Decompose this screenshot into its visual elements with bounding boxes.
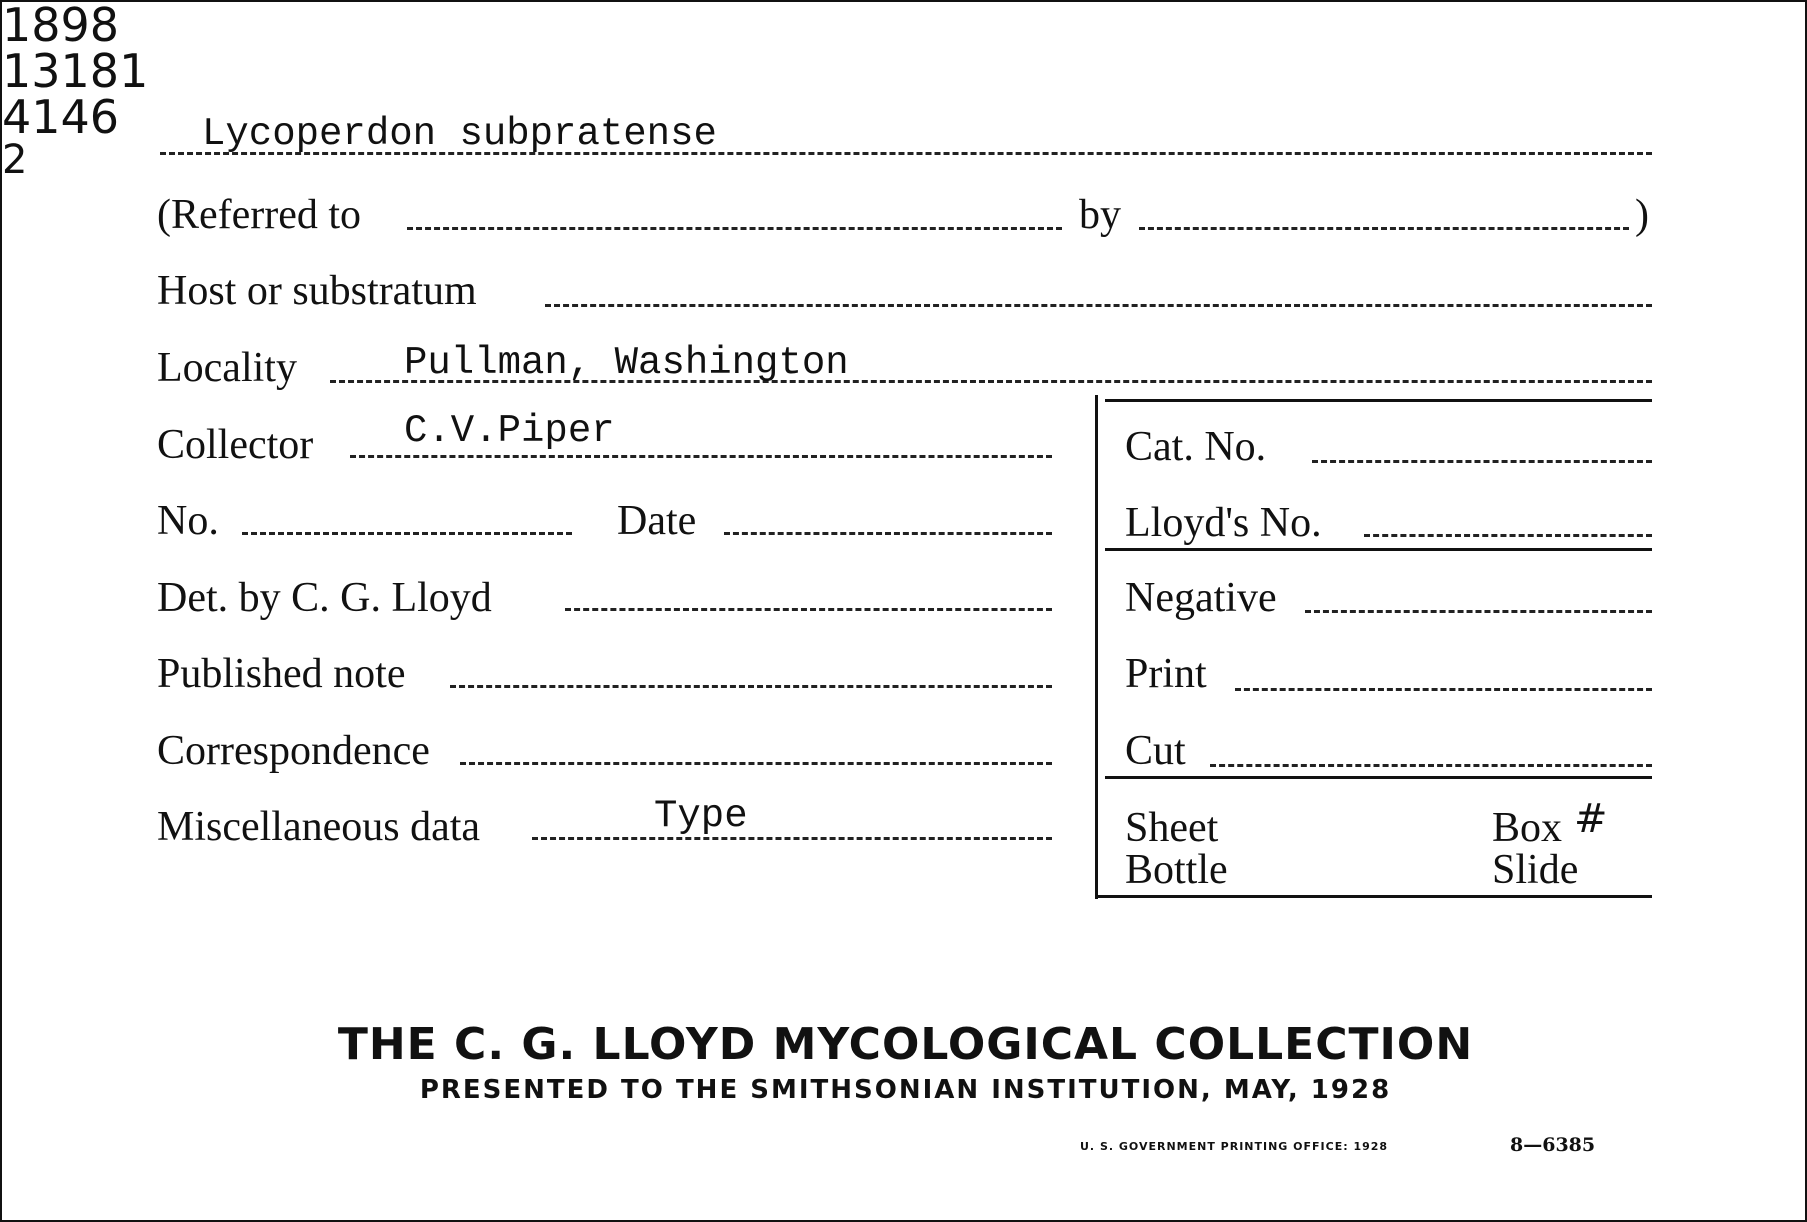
slide-label: Slide [1492,847,1579,893]
negative-line [1305,610,1652,613]
bottle-label: Bottle [1125,847,1228,893]
box-middle-rule-2 [1105,776,1652,779]
cat-no-label: Cat. No. [1125,424,1267,470]
misc-line [532,837,1052,840]
print-line [1235,688,1652,691]
no-line [242,532,572,535]
printer-imprint: U. S. GOVERNMENT PRINTING OFFICE: 1928 [1080,1140,1389,1153]
no-label: No. [157,498,219,544]
host-line [545,304,1652,307]
by-label: by [1079,192,1121,238]
lloyd-no-label: Lloyd's No. [1125,500,1322,546]
correspondence-line [460,762,1052,765]
det-line [565,608,1052,611]
cat-no-line [1312,460,1652,463]
host-label: Host or substratum [157,268,477,314]
correspondence-label: Correspondence [157,728,430,774]
cat-no-value: 13181 [2,44,149,98]
locality-value: Pullman, Washington [404,341,849,385]
collector-label: Collector [157,422,314,468]
cut-line [1210,764,1652,767]
locality-label: Locality [157,345,297,391]
box-value: 2 [2,137,28,183]
negative-label: Negative [1125,575,1277,621]
box-middle-rule-1 [1105,548,1652,551]
close-paren: ) [1635,192,1649,238]
lloyd-no-line [1364,534,1652,537]
collector-line [350,455,1052,458]
print-label: Print [1125,651,1207,697]
collection-subtitle: PRESENTED TO THE SMITHSONIAN INSTITUTION, MAY, 1928 [419,1075,1392,1105]
cut-label: Cut [1125,728,1186,774]
date-value: 1898 [2,0,120,52]
box-bottom-rule [1095,895,1652,898]
lloyd-no-value: 4146 [2,90,120,144]
box-hash: # [1574,796,1608,842]
referred-to-line [407,227,1062,230]
referred-to-label: (Referred to [157,192,362,238]
det-label: Det. by C. G. Lloyd [157,575,492,621]
published-label: Published note [157,651,406,697]
species-name: Lycoperdon subpratense [202,112,717,156]
form-number: 8—6385 [1510,1134,1596,1156]
box-label: Box [1492,805,1563,851]
box-left-border [1095,395,1098,899]
box-top-rule [1105,399,1652,402]
misc-value: Type [654,794,748,838]
sheet-label: Sheet [1125,805,1219,851]
date-label: Date [617,498,697,544]
published-line [450,685,1052,688]
collector-value: C.V.Piper [404,409,615,453]
misc-label: Miscellaneous data [157,804,481,850]
by-line [1139,227,1629,230]
collection-title: THE C. G. LLOYD MYCOLOGICAL COLLECTION [337,1019,1474,1070]
date-line [724,532,1052,535]
